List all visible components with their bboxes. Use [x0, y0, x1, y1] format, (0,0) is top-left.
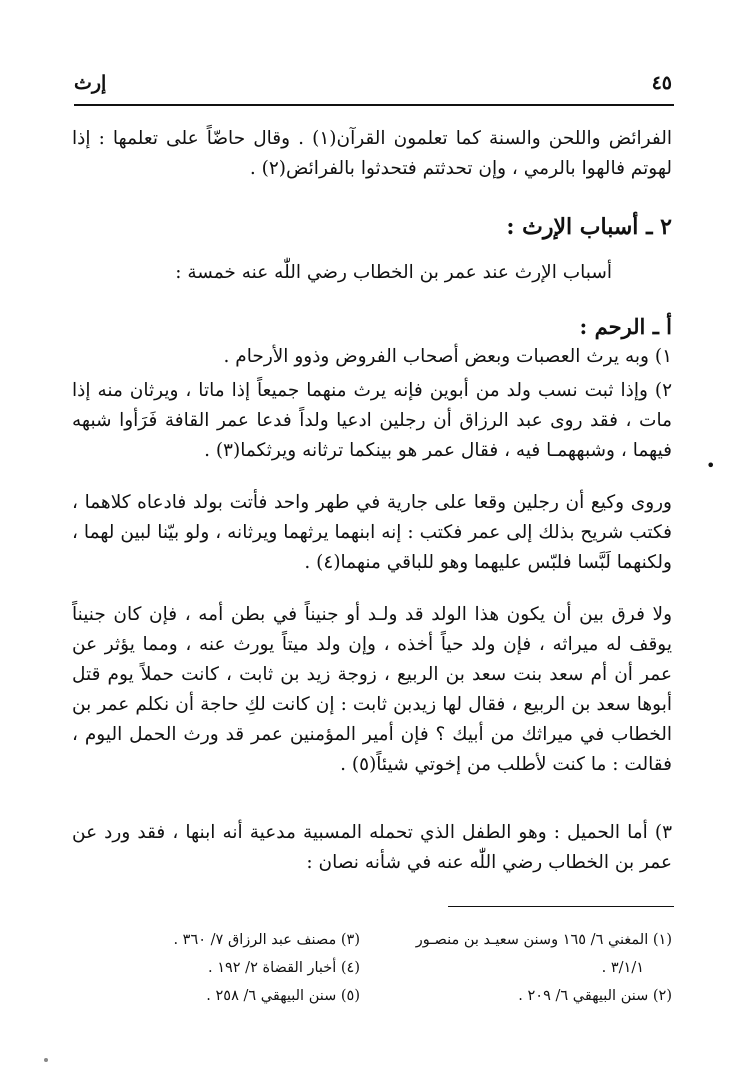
footnote-rule: [448, 906, 674, 907]
paragraph-fetus: ولا فرق بين أن يكون هذا الولد قد ولـد أو جنيناً في بطن أمه ، فإن كان جنيناً يوقف له ميراثه ، فإن ولد حياً أخذه ، وإن ولد ميتاً يورث عنه ، ومما يؤثر عن عمر أن أم سعد بنت سعد بن الربيع ، زوجة زيد بن ثابت ، كانت حملاً يوم قتل أبوها سعد بن الربيع ، فقال لها زيدبن ثابت : إن كانت لكِ حاجة أن نكلم عمر بن الخطاب في ميراثك من أبيك ؟ فإن أمير المؤمنين عمر قد ورث الحمل اليوم ، فقالت : ما كنت لأطلب من إخوتي شيئاً(٥) .: [72, 604, 672, 775]
header-rule: [74, 104, 674, 106]
paragraph-causes-intro: أسباب الإرث عند عمر بن الخطاب رضي اللّٰه عنه خمسة :: [175, 262, 612, 283]
footnote-1b: ٣/١/١ .: [601, 960, 644, 976]
list-item-3: ٣) أما الحميل : وهو الطفل الذي تحمله المسبية مدعية أنه ابنها ، فقد ورد عن عمر بن الخطاب رضي اللّٰه عنه في شأنه نصان :: [72, 822, 672, 873]
footnote-4: (٤) أخبار القضاة ٢/ ١٩٢ .: [207, 960, 360, 976]
margin-dot-icon: •: [706, 456, 716, 475]
footnote-3: (٣) مصنف عبد الرزاق ٧/ ٣٦٠ .: [173, 932, 360, 948]
footnote-2: (٢) سنن البيهقي ٦/ ٢٠٩ .: [518, 988, 672, 1004]
list-item-1: ١) وبه يرث العصبات وبعض أصحاب الفروض وذوو الأرحام .: [223, 346, 672, 367]
list-item-2: ٢) وإذا ثبت نسب ولد من أبوين فإنه يرث منهما جميعاً إذا ماتا ، ويرثان منه إذا مات ، فقد روى عبد الرزاق أن رجلين ادعيا ولداً فدعا عمر القافة فَرَأوا شبهه فيهما ، وشبههمـا فيه ، فقال عمر هو بينكما ترثانه ويرثكما(٣) .: [72, 380, 672, 461]
section-heading: ٢ ـ أسباب الإرث :: [506, 214, 672, 240]
running-header: [74, 72, 672, 100]
running-title: إرث: [74, 72, 107, 94]
subheading-rahim: أ ـ الرحم :: [579, 314, 672, 339]
scan-speck: [44, 1058, 48, 1062]
page-number: ٤٥: [651, 72, 672, 94]
footnote-1a: (١) المغني ٦/ ١٦٥ وسنن سعيـد بن منصـور: [415, 932, 672, 948]
paragraph-intro: الفرائض واللحن والسنة كما تعلمون القرآن(١) . وقال حاضّاً على تعلمها : إذا لهوتم فالهوا بالرمي ، وإن تحدثتم فتحدثوا بالفرائض(٢) .: [72, 128, 672, 179]
paragraph-waki: وروى وكيع أن رجلين وقعا على جارية في طهر واحد فأتت بولد فادعاه كلاهما ، فكتب شريح بذلك إلى عمر فكتب : إنه ابنهما يرثهما ويرثانه ، ولو بيّنا لبين لهما ، ولكنهما لَبَّسا فلبّس عليهما وهو للباقي منهما(٤) .: [72, 492, 672, 573]
footnote-5: (٥) سنن البيهقي ٦/ ٢٥٨ .: [206, 988, 360, 1004]
